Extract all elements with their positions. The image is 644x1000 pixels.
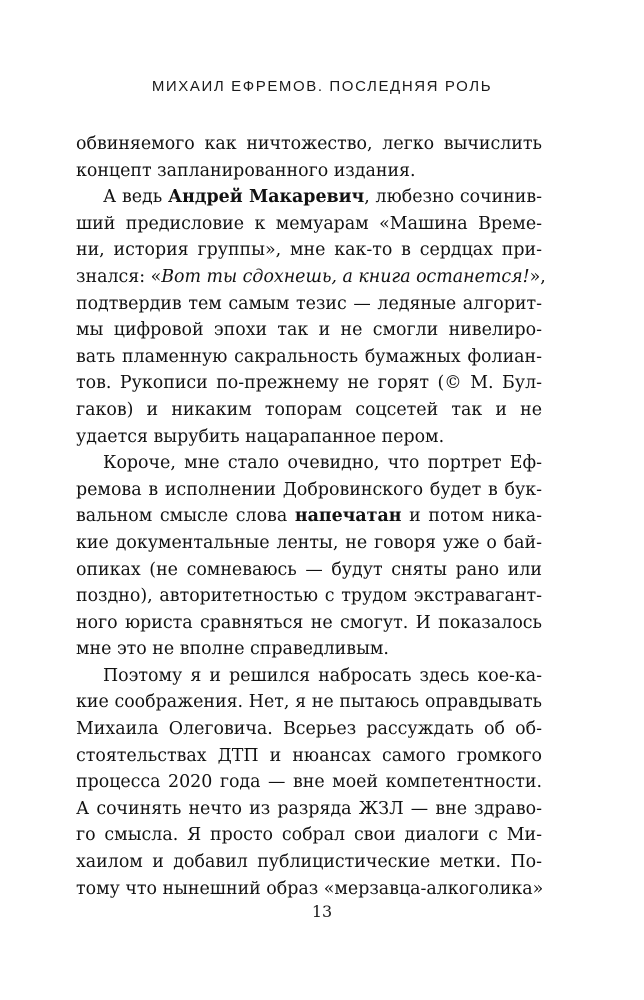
text-line: го смысла. Я просто собрал свои диалоги с Ми- [76,825,542,846]
text-line: гаков) и никаким топорам соцсетей так и не [76,399,542,420]
text-line: обвиняемого как ничтожество, легко вычислить [76,134,542,154]
text-line [76,503,542,530]
page-number: 13 [311,902,333,921]
text-segment: », [529,266,546,287]
text-line: стоятельствах ДТП и нюансах самого громкого [76,745,542,766]
text-line: тов. Рукописи по-прежнему не горят (© М. Бул- [76,373,542,394]
text-line: ший предисловие к мемуарам «Машина Време- [76,213,542,234]
text-line: удается вырубить нацарапанное пером. [76,426,445,447]
text-line: мы цифровой эпохи так и не смогли нивелиро- [76,320,542,341]
text-line: концепт запланированного издания. [76,160,416,181]
text-line: поздно), авторитетностью с трудом экстравагант- [76,586,542,607]
text-segment: вальном смысле слова [76,506,295,527]
text-line: кие соображения. Нет, я не пытаюсь оправдывать [76,692,542,713]
text-line: Короче, мне стало очевидно, что портрет Еф- [103,453,542,474]
text-line [76,264,546,291]
text-line: ремова в исполнении Добровинского будет в бук- [76,479,542,500]
text-segment: знался: « [76,266,162,287]
text-line [76,184,542,211]
text-line: Михаила Олеговича. Всерьез рассуждать об об- [76,719,542,740]
text-line: ни, история группы», мне как-то в сердцах при- [76,240,542,261]
paragraph-4 [76,663,542,902]
bold-name: Андрей Макаревич [168,187,365,208]
text-line: А сочинять нечто из разряда ЖЗЛ — вне здраво- [76,798,542,819]
text-line: опиках (не сомневаюсь — будут сняты рано или [76,559,542,580]
text-line: вать пламенную сакральность бумажных фолиан- [76,346,542,367]
text-line: подтвердив тем самым тезис — ледяные алгорит- [76,293,542,314]
text-line: процесса 2020 года — вне моей компетентности. [76,772,542,793]
italic-quote: Вот ты сдохнешь, а книга останется! [161,266,530,287]
text-line: кие документальные ленты, не говоря уже о бай- [76,532,542,553]
text-line: хаилом и добавил публицистические метки. По- [76,852,542,873]
running-header: МИХАИЛ ЕФРЕМОВ. ПОСЛЕДНЯЯ РОЛЬ [151,78,493,95]
text-line: Поэтому я и решился набросать здесь кое-ка- [103,665,542,686]
text-line: ного юриста сравняться не смогут. И показалось [76,612,542,633]
text-segment: и потом ника- [401,506,543,527]
bold-word: напечатан [294,506,402,527]
paragraph-1 [76,131,542,184]
text-segment: , любезно сочинив- [364,187,542,208]
paragraph-3 [76,450,542,663]
paragraph-2 [76,184,546,450]
text-line: тому что нынешний образ «мерзавца-алкоголика» [76,878,544,899]
body-text [76,131,546,902]
text-segment: А ведь [103,187,169,208]
text-line: мне это не вполне справедливым. [76,639,389,660]
